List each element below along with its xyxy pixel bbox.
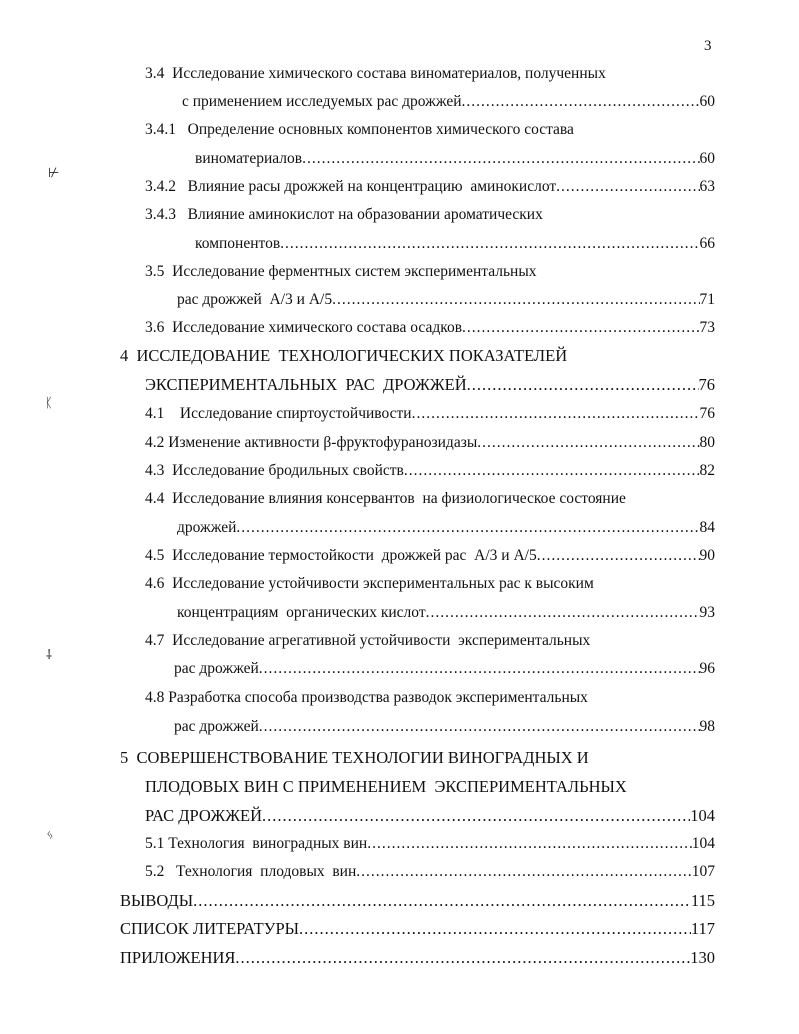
page-ref: 73 bbox=[699, 319, 715, 336]
toc-entry: 3.5 Исследование ферментных систем экспериментальных bbox=[145, 263, 537, 280]
page-ref: 76 bbox=[699, 405, 715, 422]
page-number: 3 bbox=[704, 38, 712, 54]
toc-entry: 4.7 Исследование агрегативной устойчивости экспериментальных bbox=[145, 632, 591, 649]
page-ref: 90 bbox=[699, 547, 715, 564]
toc-chapter[interactable]: РАС ДРОЖЖЕЙ ..... 104 bbox=[145, 804, 715, 828]
page-ref: 60 bbox=[699, 150, 715, 167]
toc-entry: 3.4 Исследование химического состава виноматериалов, полученных bbox=[145, 65, 606, 82]
page-ref: 76 bbox=[698, 375, 715, 394]
page-ref: 98 bbox=[699, 718, 715, 735]
toc-entry[interactable]: 4.5 Исследование термостойкости дрожжей рас А/3 и А/5 ..... 90 bbox=[145, 544, 715, 568]
toc-entry: 4.8 Разработка способа производства разводок экспериментальных bbox=[145, 689, 588, 706]
page-ref: 93 bbox=[699, 604, 715, 621]
page-ref: 96 bbox=[699, 660, 715, 677]
page-ref: 66 bbox=[699, 235, 715, 252]
toc-entry[interactable]: 5.1 Технология виноградных вин ..... 104 bbox=[145, 832, 715, 856]
page-ref: 82 bbox=[699, 462, 715, 479]
toc-entry[interactable]: 4.2 Изменение активности β-фруктофуранозидазы ..... 80 bbox=[145, 431, 715, 455]
toc-entry[interactable]: 5.2 Технология плодовых вин ..... 107 bbox=[145, 860, 715, 884]
scan-mark-icon: ⸸ bbox=[46, 648, 53, 663]
toc-entry[interactable]: 4.3 Исследование бродильных свойств ..... 82 bbox=[145, 459, 715, 483]
toc-entry[interactable]: 3.4.2 Влияние расы дрожжей на концентрацию аминокислот ..... 63 bbox=[145, 175, 715, 199]
page-ref: 84 bbox=[699, 519, 715, 536]
page-ref: 115 bbox=[690, 891, 715, 910]
toc-entry: 4.6 Исследование устойчивости экспериментальных рас к высоким bbox=[145, 575, 594, 592]
toc-chapter: 5 СОВЕРШЕНСТВОВАНИЕ ТЕХНОЛОГИИ ВИНОГРАДНЫХ И bbox=[120, 748, 589, 767]
toc-entry: 4.4 Исследование влияния консервантов на физиологическое состояние bbox=[145, 490, 626, 507]
toc-section[interactable]: ПРИЛОЖЕНИЯ ..... 130 bbox=[120, 946, 715, 970]
toc-entry[interactable]: 4.1 Исследование спиртоустойчивости ..... 76 bbox=[145, 402, 715, 426]
toc-entry[interactable]: концентрациям органических кислот ..... 93 bbox=[177, 601, 715, 625]
toc-section[interactable]: СПИСОК ЛИТЕРАТУРЫ ..... 117 bbox=[120, 917, 715, 941]
scan-mark-icon: ᛃ bbox=[46, 828, 54, 843]
toc-entry[interactable]: с применением исследуемых рас дрожжей ..... 60 bbox=[182, 90, 715, 114]
toc-entry[interactable]: рас дрожжей ..... 96 bbox=[174, 657, 715, 681]
toc-chapter[interactable]: ЭКСПЕРИМЕНТАЛЬНЫХ РАС ДРОЖЖЕЙ ..... 76 bbox=[145, 373, 715, 397]
page-ref: 80 bbox=[699, 434, 715, 451]
toc-entry[interactable]: 3.6 Исследование химического состава осадков ..... 73 bbox=[145, 316, 715, 340]
page-ref: 104 bbox=[690, 806, 715, 825]
toc-entry: 3.4.1 Определение основных компонентов химического состава bbox=[145, 121, 574, 138]
page-ref: 130 bbox=[690, 948, 715, 967]
page-ref: 117 bbox=[690, 919, 715, 938]
toc-entry[interactable]: рас дрожжей А/3 и А/5 ..... 71 bbox=[177, 288, 715, 312]
page-ref: 63 bbox=[699, 178, 715, 195]
page-ref: 104 bbox=[691, 835, 715, 852]
toc-chapter: 4 ИССЛЕДОВАНИЕ ТЕХНОЛОГИЧЕСКИХ ПОКАЗАТЕЛЕЙ bbox=[120, 346, 568, 365]
toc-entry[interactable]: рас дрожжей ..... 98 bbox=[174, 715, 715, 739]
toc-entry: 3.4.3 Влияние аминокислот на образовании ароматических bbox=[145, 206, 543, 223]
toc-chapter: ПЛОДОВЫХ ВИН С ПРИМЕНЕНИЕМ ЭКСПЕРИМЕНТАЛЬНЫХ bbox=[145, 777, 627, 796]
toc-entry[interactable]: компонентов ..... 66 bbox=[195, 232, 715, 256]
toc-section[interactable]: ВЫВОДЫ ..... 115 bbox=[120, 889, 715, 913]
page-ref: 60 bbox=[699, 93, 715, 110]
toc-entry[interactable]: виноматериалов ..... 60 bbox=[195, 147, 715, 171]
page-ref: 107 bbox=[691, 863, 715, 880]
scan-mark-icon: ⊬ bbox=[48, 166, 60, 181]
scan-mark-icon: ᛕ bbox=[45, 396, 53, 411]
page-ref: 71 bbox=[699, 291, 715, 308]
toc-entry[interactable]: дрожжей ..... 84 bbox=[177, 516, 715, 540]
